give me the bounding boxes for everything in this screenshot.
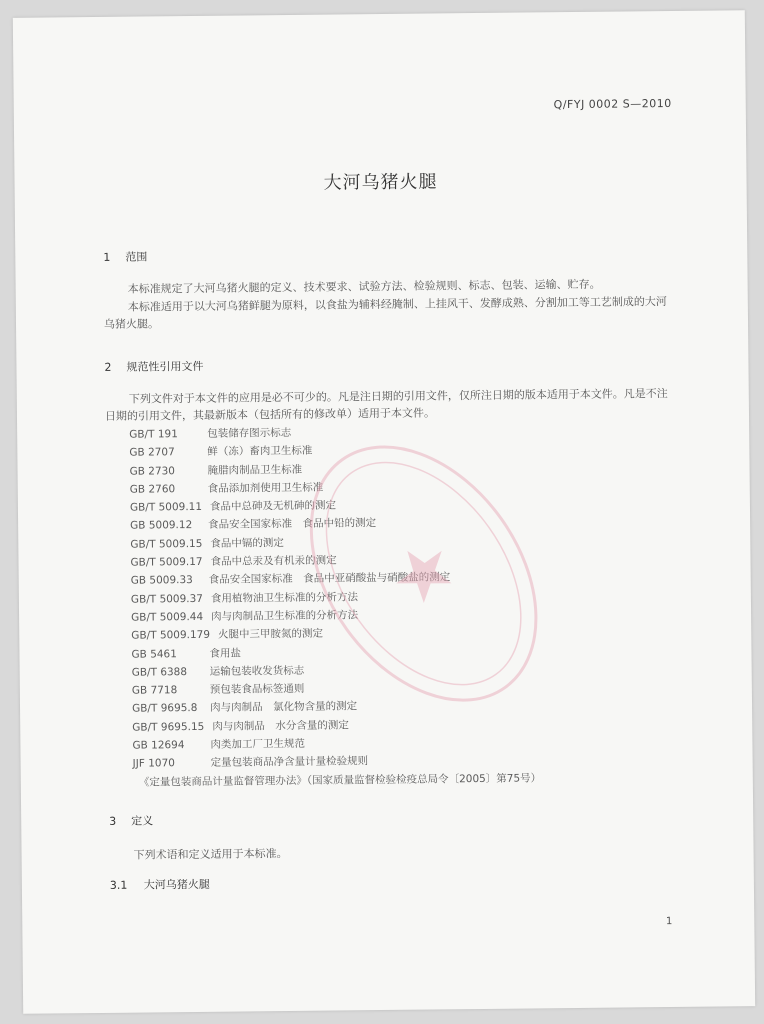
reference-item: GB 5009.12 食品安全国家标准 食品中铅的测定 [130,517,377,533]
subsection-3-1-heading [110,876,210,893]
reference-item: GB/T 9695.15 肉与肉制品 水分含量的测定 [132,719,349,734]
scope-paragraph-2: 本标准适用于以大河乌猪鲜腿为原料，以食盐为辅料经腌制、上挂风干、发酵成熟、分割加工等工艺制成的大河乌猪火腿。 [103,295,667,331]
reference-item: GB 5461 食用盐 [131,647,242,661]
reference-item: GB/T 5009.179 火腿中三甲胺氮的测定 [131,627,324,642]
reference-item-regulation: 《定量包装商品计量监督管理办法》（国家质量监督检验检疫总局令〔2005〕第75号） [138,772,542,789]
reference-item: GB/T 9695.8 肉与肉制品 氯化物含量的测定 [131,700,358,716]
reference-item: GB/T 6388 运输包装收发货标志 [131,664,305,679]
reference-item: GB/T 5009.17 食品中总汞及有机汞的测定 [130,554,337,569]
scope-paragraph-1: 本标准规定了大河乌猪火腿的定义、技术要求、试验方法、检验规则、标志、包装、运输、贮存。 [127,277,601,296]
stamp-star [385,535,461,610]
reference-item: GB 2760 食品添加剂使用卫生标准 [129,481,324,496]
document-title: 大河乌猪火腿 [323,171,438,194]
reference-item: GB 5009.33 食品安全国家标准 食品中亚硝酸盐与硝酸盐的测定 [130,571,451,588]
section-1-number: 1 [103,250,111,264]
reference-item: GB 2730 腌腊肉制品卫生标准 [129,463,303,478]
reference-item: GB/T 5009.37 食用植物油卫生标准的分析方法 [130,590,359,606]
document-page [13,10,755,1014]
reference-item: GB 12694 肉类加工厂卫生规范 [132,737,305,752]
reference-item: GB/T 191 包装储存图示标志 [129,426,292,441]
definitions-intro-paragraph: 下列术语和定义适用于本标准。 [133,847,288,862]
section-2-title: 规范性引用文件 [126,359,204,374]
section-1-heading [103,248,147,264]
normative-intro-paragraph: 下列文件对于本文件的应用是必不可少的。凡是注日期的引用文件，仅所注日期的版本适用于本文件。凡是不注日期的引用文件，其最新版本（包括所有的修改单）适用于本文件。 [104,387,668,423]
subsection-3-1-title: 大河乌猪火腿 [143,877,210,892]
section-2-heading [104,358,203,375]
section-2-number: 2 [104,360,112,374]
reference-item: GB 2707 鲜（冻）畜肉卫生标准 [129,445,313,459]
section-3-heading [109,812,153,828]
document-number: Q/FYJ 0002 S—2010 [553,96,672,112]
reference-item: JJF 1070 定量包装商品净含量计量检验规则 [132,755,369,770]
section-3-title: 定义 [131,814,154,828]
reference-item: GB 7718 预包装食品标签通则 [131,683,305,697]
section-3-number: 3 [109,814,117,828]
reference-item: GB/T 5009.15 食品中镉的测定 [130,536,284,551]
reference-item: GB/T 5009.11 食品中总砷及无机砷的测定 [129,499,337,514]
section-1-title: 范围 [125,250,148,264]
subsection-3-1-number: 3.1 [109,878,128,892]
reference-item: GB/T 5009.44 肉与肉制品卫生标准的分析方法 [131,609,359,624]
page-number: 1 [665,916,673,928]
